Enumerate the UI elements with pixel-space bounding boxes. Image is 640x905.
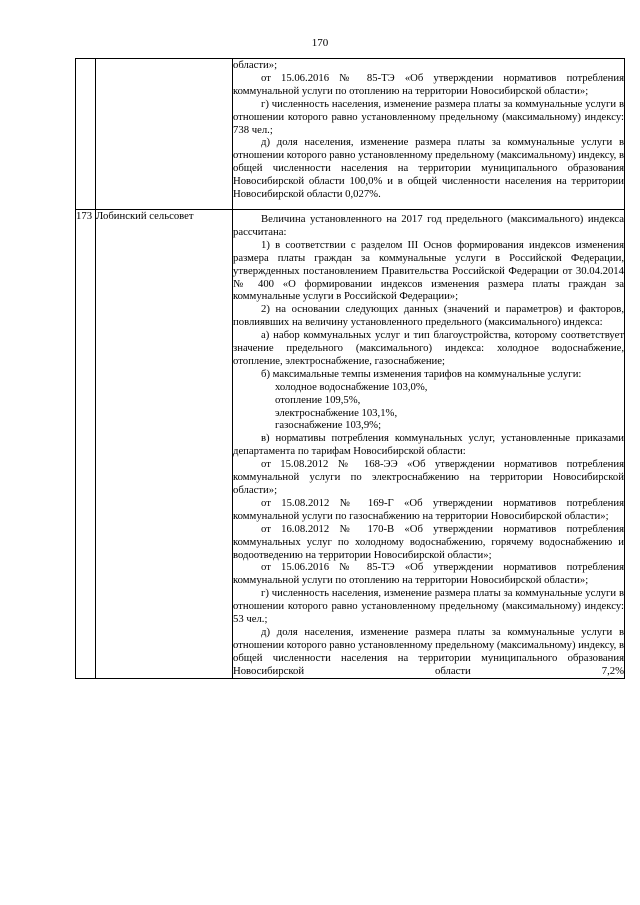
- paragraph: в) нормативы потребления коммунальных услуг, установленные приказами департамента по тарифам Новосибирской области:: [233, 432, 624, 458]
- row-number-cell: [76, 59, 96, 210]
- paragraph-list: [233, 59, 624, 201]
- table-row-continuation: [76, 59, 625, 210]
- paragraph: отопление 109,5%,: [275, 393, 361, 406]
- paragraph: д) доля населения, изменение размера платы за коммунальные услуги в отношении которого равно установленному предельному (максимальному) индексу, в общей численности населения на территории муниципального образования Новосибирской области 100,0% и в общей численности населения на территории Новосибирской области 0,027%.: [233, 136, 625, 201]
- paragraph: от 15.06.2016 № 85-ТЭ «Об утверждении нормативов потребления коммунальной услуги по отоплению на территории Новосибирской области»;: [233, 561, 624, 587]
- paragraph: газоснабжение 103,9%;: [275, 419, 382, 432]
- paragraph-list: [233, 213, 624, 678]
- paragraph: от 15.08.2012 № 169-Г «Об утверждении нормативов потребления коммунальной услуги по газоснабжению на территории Новосибирской области»;: [233, 496, 624, 522]
- paragraph: 2) на основании следующих данных (значений и параметров) и факторов, повлиявших на величину установленного предельного (максимального) индекса:: [233, 303, 624, 329]
- paragraph: от 15.08.2012 № 168-ЭЭ «Об утверждении нормативов потребления коммунальной услуги по электроснабжению на территории Новосибирской области»;: [233, 458, 624, 496]
- paragraph: г) численность населения, изменение размера платы за коммунальные услуги в отношении которого равно установленному предельному (максимальному) индексу: 738 чел.;: [233, 97, 624, 136]
- paragraph: холодное водоснабжение 103,0%,: [275, 380, 428, 393]
- page-number: 170: [311, 37, 329, 49]
- paragraph: д) доля населения, изменение размера платы за коммунальные услуги в отношении которого равно установленному предельному (максимальному) индексу, в общей численности населения на территории муниципального образования Новосибирской области 7,2%: [233, 625, 625, 677]
- paragraph: а) набор коммунальных услуг и тип благоустройства, которому соответствует значение предельного (максимального) индекса: холодное водоснабжение, отопление, электроснабжение, газоснабжение;: [233, 329, 624, 367]
- paragraph: области»;: [233, 59, 278, 71]
- document-table: [75, 58, 625, 679]
- paragraph: электроснабжение 103,1%,: [275, 406, 398, 419]
- row-number-cell: 173: [76, 209, 96, 678]
- paragraph: Величина установленного на 2017 год предельного (максимального) индекса рассчитана:: [233, 212, 624, 238]
- paragraph: 1) в соответствии с разделом III Основ формирования индексов изменения размера платы граждан за коммунальные услуги в Российской Федерации, утвержденных постановлением Правительства Российской Федерации от 30.04.2014 № 400 «О формировании индексов изменения размера платы граждан за коммунальные услуги в Российской Федерации»;: [233, 238, 624, 303]
- paragraph: б) максимальные темпы изменения тарифов на коммунальные услуги:: [261, 367, 582, 380]
- paragraph: от 16.08.2012 № 170-В «Об утверждении нормативов потребления коммунальных услуг по холодному водоснабжению, горячему водоснабжению и водоотведению на территории Новосибирской области»;: [233, 522, 624, 561]
- paragraph: г) численность населения, изменение размера платы за коммунальные услуги в отношении которого равно установленному предельному (максимальному) индексу: 53 чел.;: [233, 587, 624, 626]
- paragraph: от 15.06.2016 № 85-ТЭ «Об утверждении нормативов потребления коммунальной услуги по отоплению на территории Новосибирской области»;: [233, 71, 624, 97]
- table-row-lobinsky: [76, 209, 625, 678]
- municipality-name-cell: Лобинский сельсовет: [96, 209, 233, 678]
- description-cell: [233, 59, 625, 210]
- municipality-name-cell: [96, 59, 233, 210]
- description-cell: [233, 209, 625, 678]
